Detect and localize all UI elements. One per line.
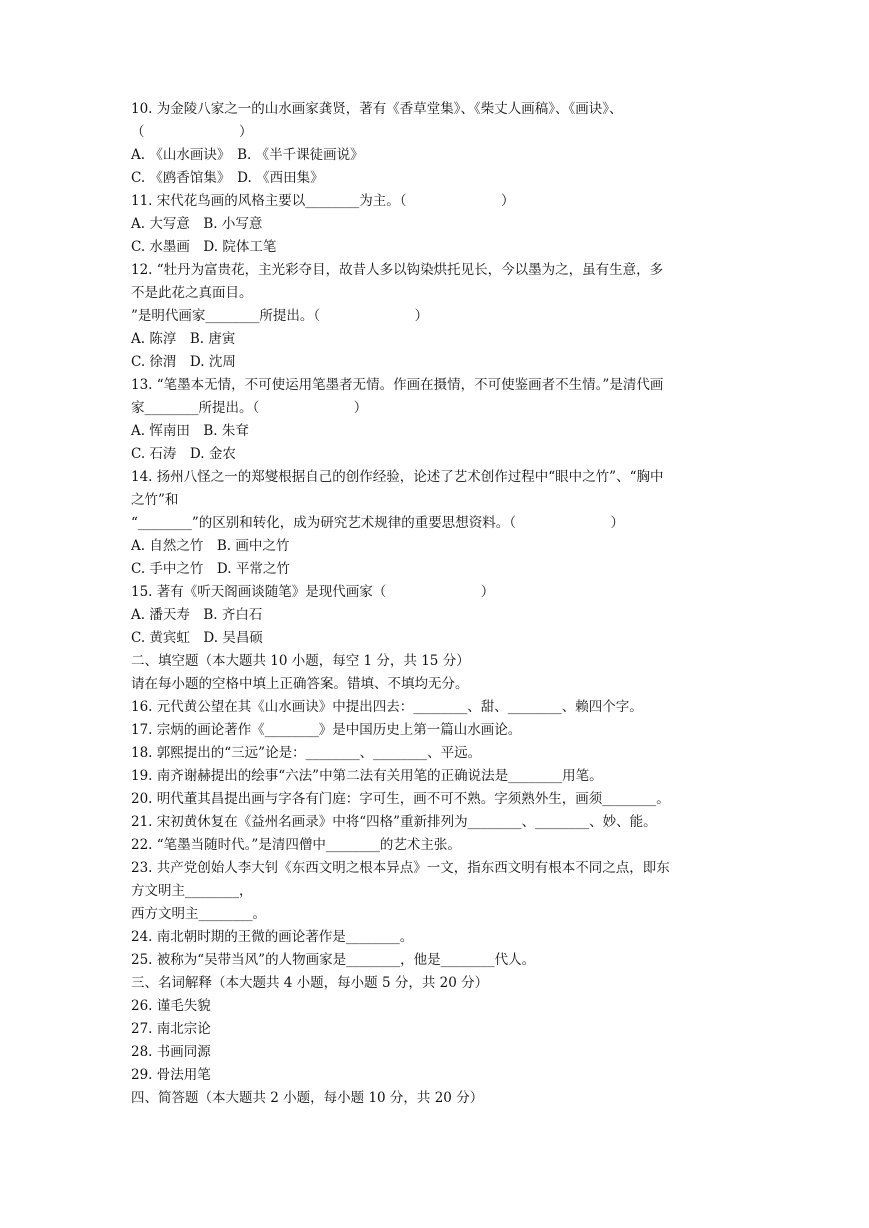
text-line: C. 《鸥香馆集》 D. 《西田集》 <box>131 170 324 186</box>
text-line: 29. 骨法用笔 <box>131 1067 211 1083</box>
text-line: 26. 谨毛失貌 <box>131 998 211 1014</box>
text-line: C. 徐渭 D. 沈周 <box>131 354 236 370</box>
section-heading: 三、名词解释（本大题共 4 小题，每小题 5 分，共 20 分） <box>131 975 489 991</box>
text-line: 24. 南北朝时期的王微的画论著作是________。 <box>131 929 414 945</box>
text-line: A. 自然之竹 B. 画中之竹 <box>131 538 290 554</box>
text-line: 27. 南北宗论 <box>131 1021 211 1037</box>
text-line: C. 水墨画 D. 院体工笔 <box>131 239 277 255</box>
text-line: 15. 著有《听天阁画谈随笔》是现代画家（ ） <box>131 584 495 600</box>
section-heading: 四、简答题（本大题共 2 小题，每小题 10 分，共 20 分） <box>131 1090 484 1106</box>
text-line: 16. 元代黄公望在其《山水画诀》中提出四去：________、甜、________、赖四个字。 <box>131 699 643 715</box>
text-line: 10. 为金陵八家之一的山水画家龚贤，著有《香草堂集》、《柴丈人画稿》、《画诀》、 <box>131 101 623 117</box>
text-line: 不是此花之真面目。 <box>131 285 253 301</box>
text-line: 请在每小题的空格中填上正确答案。错填、不填均无分。 <box>131 676 469 692</box>
text-line: 22. “笔墨当随时代。”是清四僧中________的艺术主张。 <box>131 837 461 853</box>
text-line: 13. “笔墨本无情，不可使运用笔墨者无情。作画在摄情，不可使鉴画者不生情。”是清代画 <box>131 377 664 393</box>
document-page <box>131 98 743 1110</box>
text-line: C. 黄宾虹 D. 吴昌硕 <box>131 630 263 646</box>
text-line: 11. 宋代花鸟画的风格主要以________为主。（ ） <box>131 193 515 209</box>
text-line: 18. 郭熙提出的“三远”论是：________、________、平远。 <box>131 745 482 761</box>
text-line: 19. 南齐谢赫提出的绘事“六法”中第二法有关用笔的正确说法是________用笔。 <box>131 768 603 784</box>
text-line: 12. “牡丹为富贵花，主光彩夺目，故昔人多以钩染烘托见长，今以墨为之，虽有生意，多 <box>131 262 664 278</box>
text-line: 25. 被称为“吴带当风”的人物画家是________，他是________代人。 <box>131 952 536 968</box>
text-line: “________”的区别和转化，成为研究艺术规律的重要思想资料。（ ） <box>131 515 625 531</box>
text-line: 20. 明代董其昌提出画与字各有门庭：字可生，画不可不熟。字须熟外生，画须________。 <box>131 791 670 807</box>
text-line: 23. 共产党创始人李大钊《东西文明之根本异点》一文，指东西文明有根本不同之点，即东 <box>131 860 670 876</box>
text-line: ”是明代画家________所提出。（ ） <box>131 308 429 324</box>
text-line: 方文明主________， <box>131 883 253 899</box>
text-line: 家________所提出。（ ） <box>131 400 368 416</box>
text-line: 21. 宋初黄休复在《益州名画录》中将“四格”重新排列为________、________、妙、能。 <box>131 814 657 830</box>
text-line: 之竹”和 <box>131 492 179 508</box>
text-line: A. 恽南田 B. 朱耷 <box>131 423 249 439</box>
text-line: 17. 宗炳的画论著作《________》是中国历史上第一篇山水画论。 <box>131 722 522 738</box>
text-line: A. 潘天寿 B. 齐白石 <box>131 607 263 623</box>
text-line: （ ） <box>131 124 253 140</box>
text-line: 西方文明主________。 <box>131 906 266 922</box>
section-heading: 二、填空题（本大题共 10 小题，每空 1 分，共 15 分） <box>131 653 470 669</box>
text-line: C. 手中之竹 D. 平常之竹 <box>131 561 290 577</box>
text-line: A. 大写意 B. 小写意 <box>131 216 263 232</box>
text-line: 28. 书画同源 <box>131 1044 211 1060</box>
text-line: A. 《山水画诀》 B. 《半千课徒画说》 <box>131 147 364 163</box>
text-line: C. 石涛 D. 金农 <box>131 446 236 462</box>
text-line: A. 陈淳 B. 唐寅 <box>131 331 236 347</box>
text-line: 14. 扬州八怪之一的郑燮根据自己的创作经验，论述了艺术创作过程中“眼中之竹”、“胸中 <box>131 469 664 485</box>
